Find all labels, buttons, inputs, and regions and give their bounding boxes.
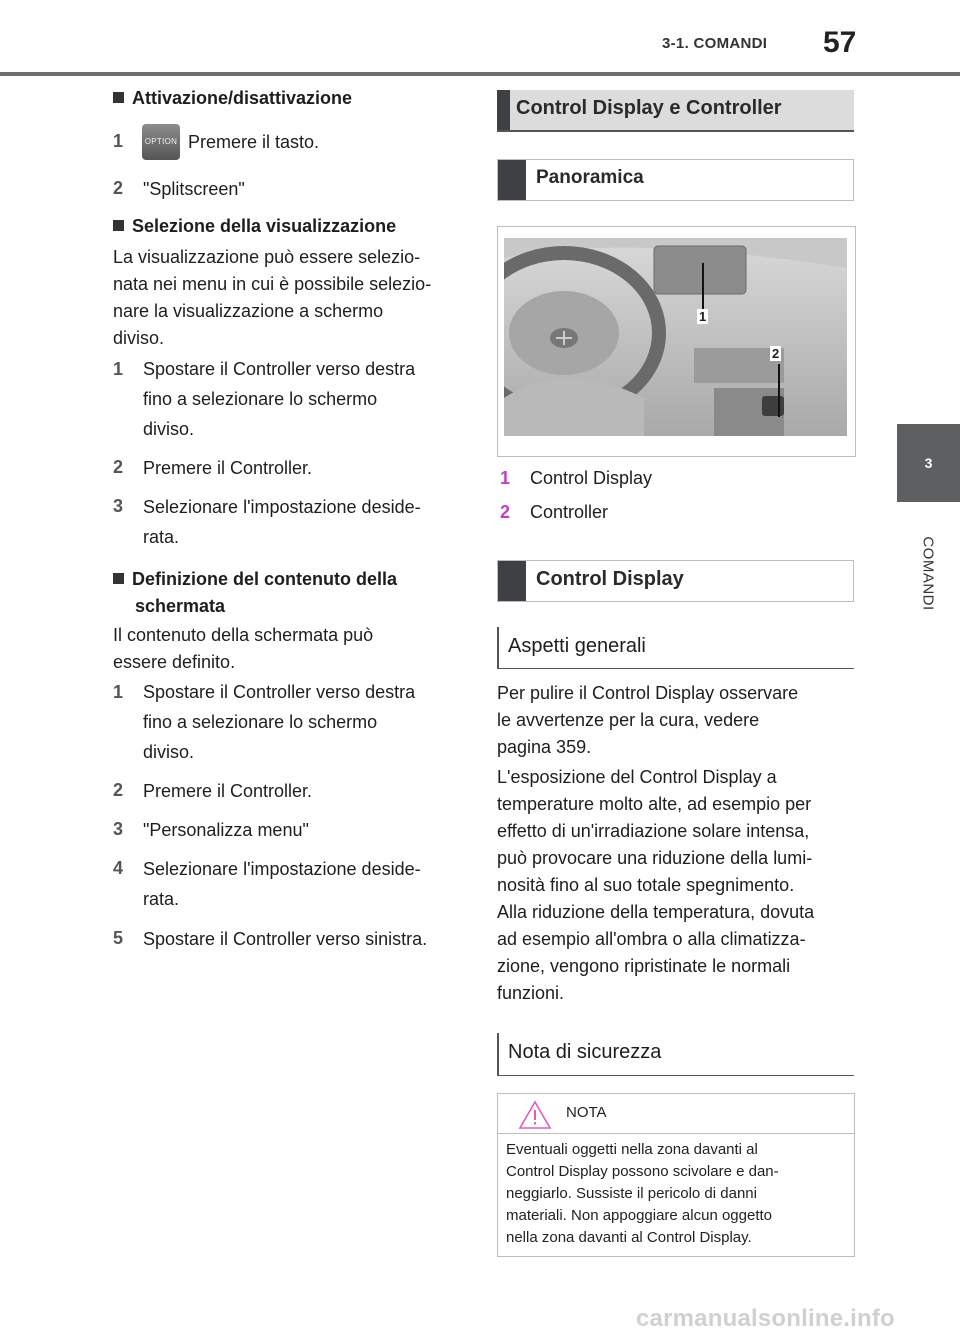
step-text: Spostare il Controller verso destra fino a selezionare lo schermo diviso. <box>143 682 416 762</box>
main-heading-box <box>497 90 854 130</box>
legend-text: Controller <box>530 502 609 522</box>
overview-heading: Panoramica <box>536 167 644 188</box>
heading-bar <box>498 160 526 200</box>
step-number: 2 <box>113 780 124 800</box>
step-text: Selezionare l'impostazione deside- rata. <box>143 497 421 547</box>
legend-number: 2 <box>500 502 511 522</box>
step-number: 3 <box>113 819 124 839</box>
step-text: Spostare il Controller verso destra fino a selezionare lo schermo diviso. <box>143 359 416 439</box>
step-number: 1 <box>113 131 124 151</box>
step-text: Premere il Controller. <box>143 458 313 478</box>
general-aspects-heading: Aspetti generali <box>508 635 646 657</box>
step-text: "Personalizza menu" <box>143 820 309 840</box>
callout-label: 2 <box>772 346 780 361</box>
footer-watermark: carmanualsonline.info <box>636 1305 895 1332</box>
note-box <box>497 1093 855 1257</box>
step-number: 2 <box>113 457 124 477</box>
callout-line <box>702 263 704 309</box>
legend-text: Control Display <box>530 468 653 488</box>
note-divider <box>498 1133 854 1134</box>
paragraph-cleaning: Per pulire il Control Display osservare le avvertenze per la cura, vedere pagina 359. <box>497 683 799 757</box>
step-number: 1 <box>113 359 124 379</box>
square-bullet-icon <box>113 92 124 103</box>
section-heading-screen-content: Definizione del contenuto della schermata <box>113 566 397 620</box>
legend-number: 1 <box>500 468 511 488</box>
paragraph: Il contenuto della schermata può essere definito. <box>113 625 374 672</box>
step-text: Selezionare l'impostazione deside- rata. <box>143 859 421 909</box>
running-header-section: 3-1. COMANDI <box>662 35 768 52</box>
subheading-rule <box>497 1075 854 1076</box>
square-bullet-icon <box>113 220 124 231</box>
square-bullet-icon <box>113 573 124 584</box>
safety-note-heading: Nota di sicurezza <box>508 1041 662 1063</box>
step-text: "Splitscreen" <box>143 179 245 199</box>
control-display-heading: Control Display <box>536 568 684 590</box>
cockpit-illustration <box>504 238 847 436</box>
step-text: Spostare il Controller verso sinistra. <box>143 929 428 949</box>
paragraph-temperature: L'esposizione del Control Display a temperature molto alte, ad esempio per effetto di un'irradiazione solare intensa, può provocare una riduzione della lumi- nosità fino al suo totale spegnimento. Alla riduzione della temperatura, dovuta ad esempio all'ombra o alla climatizza- zione, vengono ripristinate le normali funzioni. <box>497 767 815 1003</box>
control-display-heading-box <box>497 560 854 602</box>
paragraph: La visualizzazione può essere selezio- nata nei menu in cui è possibile selezio- nare la visualizzazione a schermo diviso. <box>113 247 432 348</box>
note-text: Eventuali oggetti nella zona davanti al Control Display possono scivolare e dan- neggiarlo. Sussiste il pericolo di danni materiali. Non appoggiare alcun oggetto nella zona davanti al Control Display. <box>506 1141 779 1246</box>
note-title: NOTA <box>566 1104 607 1121</box>
heading-bar <box>498 561 526 601</box>
section-heading-activation: Attivazione/disattivazione <box>113 88 352 109</box>
option-key-icon: OPTION <box>142 124 180 160</box>
step-number: 1 <box>113 682 124 702</box>
subheading-rule <box>497 668 854 669</box>
heading-bar <box>497 90 510 130</box>
callout-label: 1 <box>699 309 707 324</box>
step-number: 4 <box>113 858 124 878</box>
step-text: Premere il Controller. <box>143 781 313 801</box>
subheading-side-rule <box>497 627 499 669</box>
step-number: 3 <box>113 496 124 516</box>
cockpit-illustration-frame <box>497 226 856 457</box>
chapter-tab-label: COMANDI <box>919 536 937 611</box>
section-heading-view-selection: Selezione della visualizzazione <box>113 216 396 237</box>
header-rule <box>0 72 960 76</box>
step-number: 5 <box>113 928 124 948</box>
overview-heading-box <box>497 159 854 201</box>
heading-underline <box>497 130 854 132</box>
warning-triangle-icon <box>518 1100 552 1130</box>
main-heading: Control Display e Controller <box>516 97 782 119</box>
chapter-tab-number: 3 <box>897 424 960 502</box>
callout-line <box>778 364 780 417</box>
step-text: Premere il tasto. <box>188 132 320 152</box>
subheading-side-rule <box>497 1033 499 1075</box>
page-number: 57 <box>823 26 857 59</box>
step-number: 2 <box>113 178 124 198</box>
